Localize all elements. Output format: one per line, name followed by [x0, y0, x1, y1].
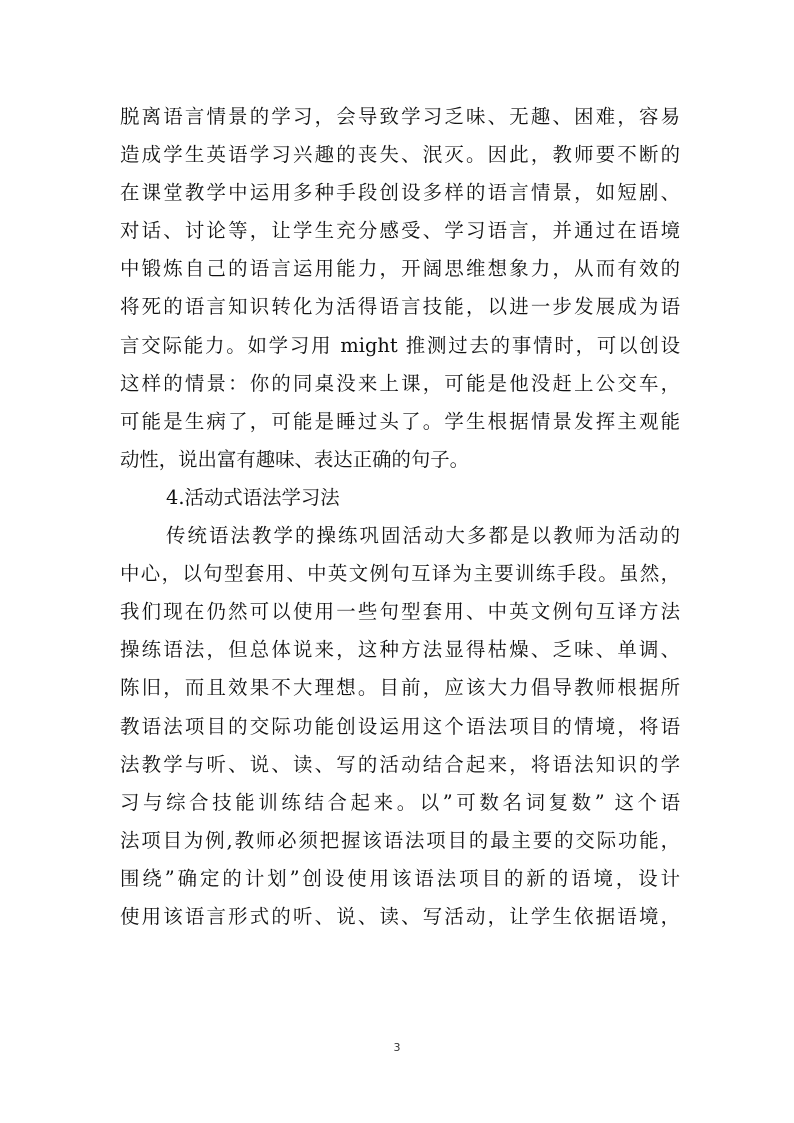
text-line: 传统语法教学的操练巩固活动大多都是以教师为活动的 [166, 524, 680, 548]
text-line: 将死的语言知识转化为活得语言技能，以进一步发展成为语 [120, 295, 680, 319]
text-line: 习与综合技能训练结合起来。以”可数名词复数” 这个语 [120, 790, 680, 814]
text-line: 中心，以句型套用、中英文例句互译为主要训练手段。虽然， [120, 562, 680, 586]
text-line: 围绕”确定的计划”创设使用该语法项目的新的语境，设计 [120, 866, 680, 890]
text-line: 脱离语言情景的学习，会导致学习乏味、无趣、困难，容易 [120, 105, 680, 128]
text-line: 法教学与听、说、读、写的活动结合起来，将语法知识的学 [120, 752, 680, 776]
text-line: 造成学生英语学习兴趣的丧失、泯灭。因此，教师要不断的 [120, 143, 680, 167]
text-line: 可能是生病了，可能是睡过头了。学生根据情景发挥主观能 [120, 409, 680, 433]
page-number: 3 [393, 1041, 401, 1054]
text-line: 动性，说出富有趣味、表达正确的句子。 [120, 447, 470, 471]
text-line: 操练语法，但总体说来，这种方法显得枯燥、乏味、单调、 [120, 638, 680, 662]
text-line: 法项目为例,教师必须把握该语法项目的最主要的交际功能， [120, 828, 680, 852]
text-line: 陈旧，而且效果不大理想。目前，应该大力倡导教师根据所 [120, 676, 680, 700]
text-line: 我们现在仍然可以使用一些句型套用、中英文例句互译方法 [120, 600, 680, 624]
text-line: 在课堂教学中运用多种手段创设多样的语言情景，如短剧、 [120, 181, 680, 205]
text-line: 这样的情景：你的同桌没来上课，可能是他没赶上公交车， [120, 371, 680, 395]
text-line: 言交际能力。如学习用 might 推测过去的事情时，可以创设 [120, 333, 680, 357]
section-heading: 4.活动式语法学习法 [166, 485, 340, 509]
text-line: 使用该语言形式的听、说、读、写活动，让学生依据语境， [120, 904, 680, 928]
text-line: 教语法项目的交际功能创设运用这个语法项目的情境，将语 [120, 714, 680, 738]
body-text [120, 98, 680, 936]
text-line: 中锻炼自己的语言运用能力，开阔思维想象力，从而有效的 [120, 257, 680, 281]
text-line: 对话、讨论等，让学生充分感受、学习语言，并通过在语境 [120, 219, 680, 243]
